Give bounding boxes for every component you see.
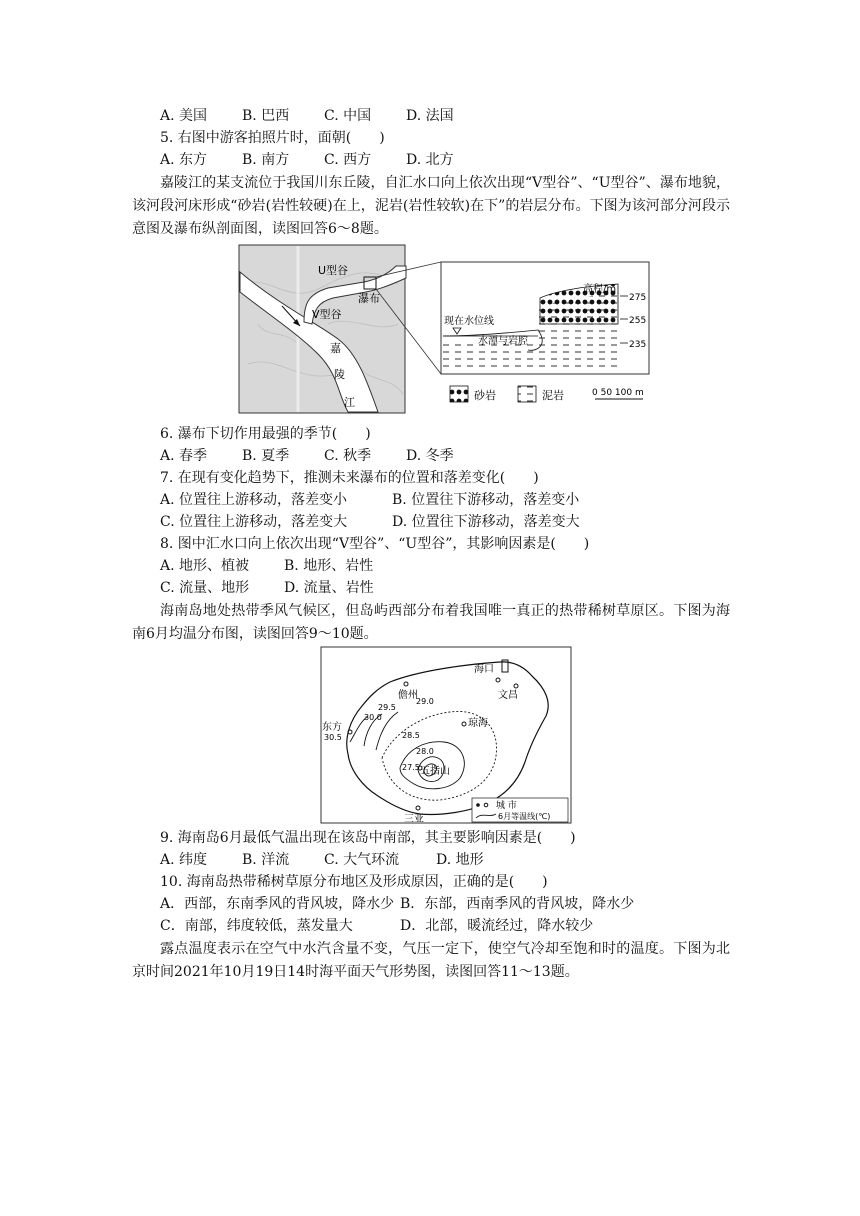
q8-option-b[interactable]: B. 地形、岩性 (284, 558, 374, 574)
elevation-axis-label: 高程/m (583, 284, 617, 295)
q9-stem: 9. 海南岛6月最低气温出现在该岛中南部，其主要影响因素是( ) (160, 830, 576, 846)
q6-option-c[interactable]: C. 秋季 (324, 448, 372, 464)
city-danzhou: 儋州 (398, 690, 418, 701)
legend-sandstone-swatch (450, 386, 468, 402)
q6-options (160, 446, 454, 466)
q10-option-b[interactable]: B．东部，西南季风的背风坡，降水少 (400, 896, 635, 912)
q9-option-b[interactable]: B. 洋流 (242, 852, 290, 868)
q10-options-row1 (160, 894, 634, 914)
legend-mudstone-swatch (518, 386, 536, 402)
q4-option-a[interactable]: A. 美国 (160, 108, 208, 124)
city-dongfang: 东方 (322, 722, 342, 733)
river-char-1: 嘉 (330, 342, 341, 355)
scale-bar-label: 0 50 100 m (592, 388, 644, 398)
q8-options-row1 (160, 556, 373, 576)
isotherm-label-30-0: 30.0 (364, 713, 382, 722)
u-valley-label: U型谷 (318, 264, 349, 277)
q9-option-d[interactable]: D. 地形 (436, 852, 484, 868)
legend-city-label: 城 市 (496, 801, 517, 811)
q8-options-row2 (160, 578, 374, 598)
elevation-255: 255 (629, 316, 647, 326)
isotherm-label-28-5: 28.5 (402, 731, 420, 740)
legend-sandstone-label: 砂岩 (474, 389, 496, 402)
q7-option-d[interactable]: D. 位置往下游移动，落差变大 (392, 514, 580, 530)
q6-option-b[interactable]: B. 夏季 (242, 448, 290, 464)
city-haikou: 海口 (474, 664, 494, 675)
water-level-label: 现在水位线 (444, 316, 494, 327)
legend-mudstone-label: 泥岩 (542, 389, 564, 402)
isotherm-label-29-5: 29.5 (378, 703, 396, 712)
q5-options (160, 150, 454, 170)
q6-option-a[interactable]: A. 春季 (160, 448, 208, 464)
q10-option-d[interactable]: D．北部，暖流经过，降水较少 (400, 918, 594, 934)
q10-option-c[interactable]: C．南部，纬度较低，蒸发量大 (160, 918, 353, 934)
q6-stem: 6. 瀑布下切作用最强的季节( ) (160, 426, 371, 442)
elevation-275: 275 (629, 293, 647, 303)
river-char-3: 江 (344, 396, 355, 409)
passage-dew-point: 露点温度表示在空气中水汽含量不变，气压一定下，使空气冷却至饱和时的温度。下图为北京时间2021年10月19日14时海平面天气形势图，读图回答11～13题。 (132, 941, 730, 980)
q7-option-b[interactable]: B. 位置往下游移动，落差变小 (392, 492, 580, 508)
q5-option-d[interactable]: D. 北方 (406, 152, 454, 168)
isotherm-label-28-0: 28.0 (416, 747, 434, 756)
q4-option-c[interactable]: C. 中国 (324, 108, 372, 124)
q8-option-a[interactable]: A. 地形、植被 (160, 558, 250, 574)
q7-stem: 7. 在现有变化趋势下，推测未来瀑布的位置和落差变化( ) (160, 470, 539, 486)
q10-stem: 10. 海南岛热带稀树草原分布地区及形成原因，正确的是( ) (160, 874, 548, 890)
q7-option-c[interactable]: C. 位置往上游移动，落差变大 (160, 514, 348, 530)
river-section-figure (238, 244, 652, 416)
city-sanya: 三亚 (404, 814, 424, 824)
isotherm-label-27-5: 27.5 (402, 763, 420, 772)
q8-option-c[interactable]: C. 流量、地形 (160, 580, 250, 596)
waterfall-label: 瀑布 (358, 292, 380, 305)
q8-option-d[interactable]: D. 流量、岩性 (284, 580, 374, 596)
passage-hainan: 海南岛地处热带季风气候区，但岛屿西部分布着我国唯一真正的热带稀树草原区。下图为海南6月均温分布图，读图回答9～10题。 (132, 603, 730, 642)
v-valley-label: V型谷 (312, 308, 342, 321)
map-frame (321, 647, 571, 823)
isotherm-label-30-5: 30.5 (324, 733, 342, 742)
q7-options-row1 (160, 490, 579, 510)
q5-option-b[interactable]: B. 南方 (242, 152, 290, 168)
q9-options (160, 850, 484, 870)
river-char-2: 陵 (334, 368, 345, 381)
q5-option-a[interactable]: A. 东方 (160, 152, 208, 168)
q4-option-b[interactable]: B. 巴西 (242, 108, 290, 124)
q5-stem: 5. 右图中游客拍照片时，面朝( ) (160, 130, 385, 146)
city-wuzhishan: 五指山 (420, 766, 450, 777)
city-wenchang: 文昌 (498, 690, 518, 701)
legend-isotherm-label: 6月等温线(℃) (498, 812, 551, 821)
q5-option-c[interactable]: C. 西方 (324, 152, 372, 168)
q6-option-d[interactable]: D. 冬季 (406, 448, 454, 464)
hainan-isotherm-map (320, 646, 572, 824)
isotherm-label-29-0: 29.0 (416, 697, 434, 706)
elevation-235: 235 (629, 340, 647, 350)
q8-stem: 8. 图中汇水口向上依次出现“V型谷”、“U型谷”，其影响因素是( ) (160, 536, 590, 552)
city-qionghai: 琼海 (468, 718, 488, 729)
q10-options-row2 (160, 916, 593, 936)
q4-options (160, 106, 454, 126)
q7-option-a[interactable]: A. 位置往上游移动，落差变小 (160, 492, 348, 508)
passage-jialing-river: 嘉陵江的某支流位于我国川东丘陵，自汇水口向上依次出现“V型谷”、“U型谷”、瀑布地貌，该河段河床形成“砂岩(岩性较硬)在上，泥岩(岩性较软)在下”的岩层分布。下图为该河部分河段示意图及瀑布纵剖面图，读图回答6～8题。 (132, 175, 730, 237)
q4-option-d[interactable]: D. 法国 (406, 108, 454, 124)
q7-options-row2 (160, 512, 580, 532)
pool-label: 水潭与岩腔 (478, 336, 528, 347)
q9-option-c[interactable]: C. 大气环流 (324, 852, 400, 868)
q10-option-a[interactable]: A．西部，东南季风的背风坡，降水少 (160, 896, 395, 912)
q9-option-a[interactable]: A. 纬度 (160, 852, 208, 868)
